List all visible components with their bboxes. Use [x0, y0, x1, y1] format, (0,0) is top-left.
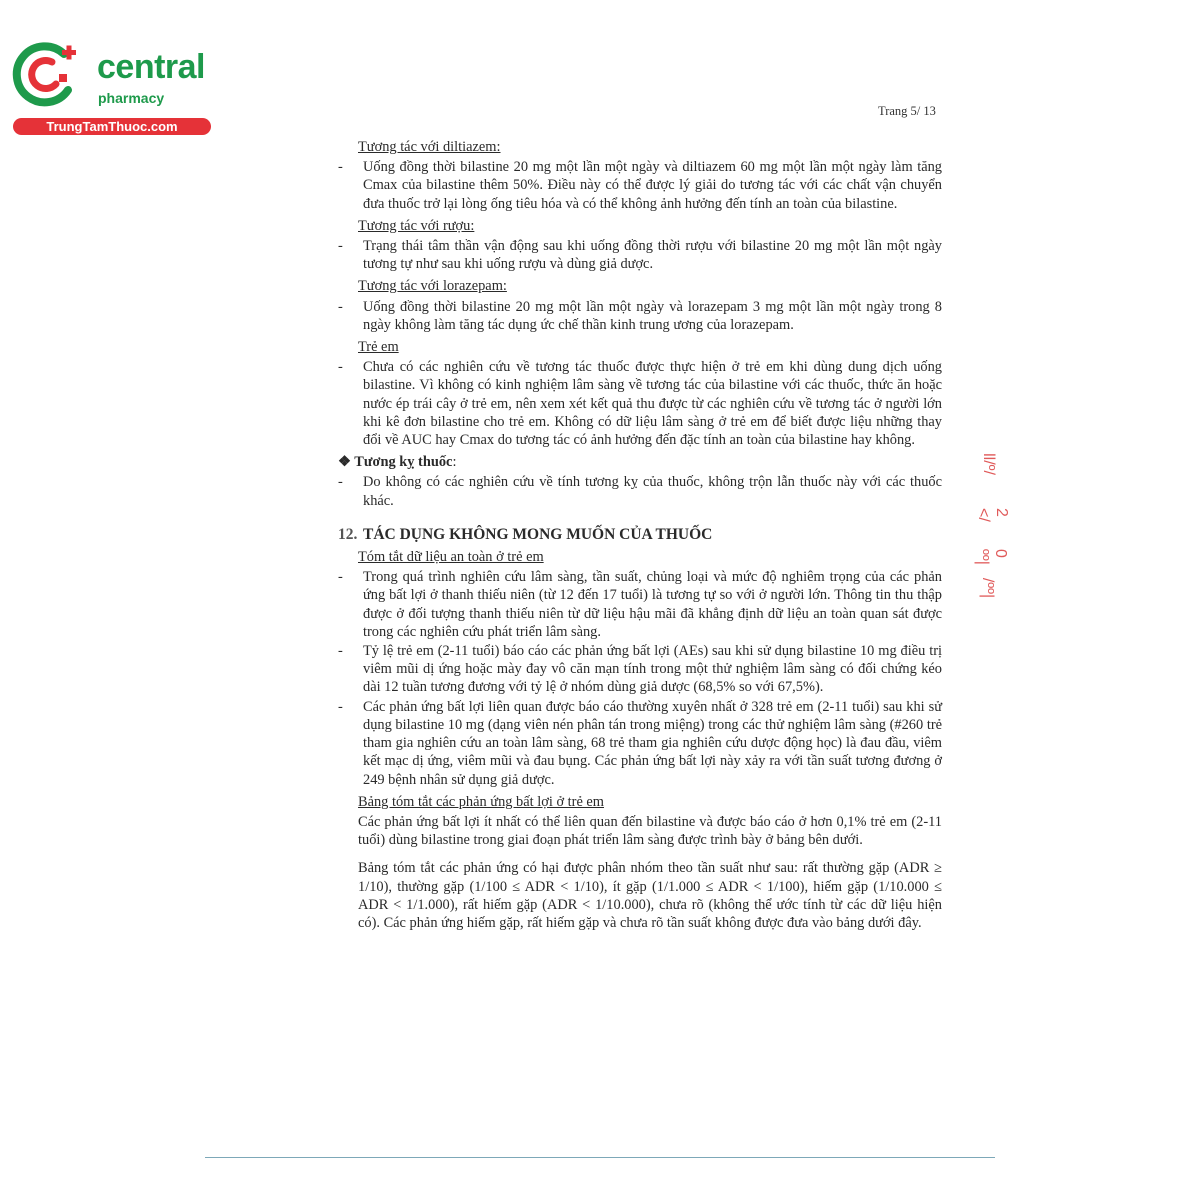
lorazepam-bullet	[338, 298, 942, 334]
safety-bullet	[338, 698, 942, 789]
central-pharmacy-logo-icon	[10, 38, 82, 110]
stamp-mark: /ºº|	[979, 577, 997, 599]
safety-bullet-text: Các phản ứng bất lợi liên quan được báo cáo thường xuyên nhất ở 328 trẻ em (2-11 tuổi) sau khi sử dụng bilastine 10 mg (dạng viên nén phân tán trong miệng) trong các thử nghiệm lâm sàng (#260 trẻ tham gia nghiên cứu an toàn lâm sàng, 68 trẻ tham gia nghiên cứu dược động học) là đau đầu, viêm kết mạc dị ứng, viêm mũi và đau bụng. Các phản ứng bất lợi này xảy ra với tần suất tương đương ở 249 bệnh nhân sử dụng giả dược.	[363, 698, 942, 788]
incompatibility-heading	[338, 453, 942, 471]
incompatibility-title: Tương kỵ thuốc	[354, 454, 453, 471]
page-number: Trang 5/ 13	[878, 104, 936, 118]
stamp-mark: 2 </	[975, 508, 1010, 522]
diltiazem-text: Uống đồng thời bilastine 20 mg một lần một ngày và diltiazem 60 mg một lần một ngày làm tăng Cmax của bilastine thêm 50%. Điều này có thể được lý giải do tương tác với các chất vận chuyển đưa thuốc trở lại lòng ống tiêu hóa và có thể không ảnh hưởng đến tính an toàn của bilastine.	[363, 159, 942, 212]
footer-divider	[205, 1157, 995, 1158]
bullet-dash: -	[338, 298, 343, 315]
adverse-paragraph-1: Các phản ứng bất lợi ít nhất có thể liên quan đến bilastine và được báo cáo ở hơn 0,1% trẻ em (2-11 tuổi) dùng bilastine trong giai đoạn phát triển lâm sàng được trình bày ở bảng bên dưới.	[358, 813, 942, 849]
incompatibility-text: Do không có các nghiên cứu về tính tương kỵ của thuốc, không trộn lẫn thuốc này với các thuốc khác.	[363, 474, 942, 509]
diltiazem-bullet	[338, 158, 942, 213]
brand-tagline: pharmacy	[98, 90, 165, 106]
bullet-dash: -	[338, 359, 343, 376]
safety-bullet	[338, 642, 942, 697]
brand-domain-badge[interactable]: TrungTamThuoc.com	[13, 118, 211, 135]
stamp-mark: 0 ºº|	[974, 549, 1009, 565]
safety-bullet-text: Tỷ lệ trẻ em (2-11 tuổi) báo cáo các phản ứng bất lợi (AEs) sau khi sử dụng bilastine 10 mg điều trị viêm mũi dị ứng hoặc mày đay vô căn mạn tính trong một thử nghiệm lâm sàng có đối chứng kéo dài 12 tuần tương đương với tỷ lệ ở nhóm dùng giả dược (68,5% so với 67,5%).	[363, 643, 942, 696]
diltiazem-subheading: Tương tác với diltiazem:	[358, 139, 501, 155]
children-text: Chưa có các nghiên cứu về tương tác thuốc được thực hiện ở trẻ em khi dùng dung dịch uống bilastine. Vì không có kinh nghiệm lâm sàng về tương tác của bilastine với các thuốc, thức ăn hoặc nước ép trái cây ở trẻ em, nên xem xét kết quả thu được từ các nghiên cứu về tương tác ở người lớn khi kê đơn bilastine cho trẻ em. Không có dữ liệu lâm sàng ở trẻ em để biết được liệu những thay đổi về AUC hay Cmax do tương tác có ảnh hưởng đến đặc tính an toàn của bilastine hay không.	[363, 359, 942, 449]
lorazepam-subheading: Tương tác với lorazepam:	[358, 278, 507, 295]
brand-logo[interactable]	[10, 38, 215, 138]
alcohol-subheading: Tương tác với rượu:	[358, 217, 475, 234]
section-number: 12.	[338, 525, 358, 543]
red-stamp-marks	[974, 445, 1010, 605]
adverse-paragraph-2: Bảng tóm tắt các phản ứng có hại được phân nhóm theo tần suất như sau: rất thường gặp (ADR ≥ 1/10), thường gặp (1/100 ≤ ADR < 1/10), ít gặp (1/1.000 ≤ ADR < 1/100), hiếm gặp (1/10.000 ≤ ADR < 1/1.000), rất hiếm gặp (ADR < 1/10.000), chưa rõ (không thể ước tính từ các dữ liệu hiện có). Các phản ứng hiếm gặp, rất hiếm gặp và chưa rõ tần suất không được đưa vào bảng dưới đây.	[358, 860, 942, 931]
section-title: TÁC DỤNG KHÔNG MONG MUỐN CỦA THUỐC	[363, 525, 713, 543]
bullet-dash: -	[338, 698, 343, 715]
adverse-table-subheading: Bảng tóm tắt các phản ứng bất lợi ở trẻ em	[358, 793, 605, 810]
incompatibility-bullet	[338, 473, 942, 509]
document-body	[338, 134, 942, 942]
lorazepam-text: Uống đồng thời bilastine 20 mg một lần một ngày và lorazepam 3 mg một lần một ngày trong 8 ngày không làm tăng tác dụng ức chế thần kinh trung ương của lorazepam.	[363, 298, 942, 333]
brand-name: central	[97, 48, 205, 86]
alcohol-text: Trạng thái tâm thần vận động sau khi uống đồng thời rượu với bilastine 20 mg một lần một ngày tương tự như sau khi uống rượu và dùng giả dược.	[363, 238, 942, 273]
incompatibility-colon: :	[452, 454, 457, 471]
bullet-dash: -	[338, 474, 343, 491]
bullet-dash: -	[338, 238, 343, 255]
bullet-dash: -	[338, 569, 343, 586]
alcohol-bullet	[338, 237, 942, 273]
pediatric-safety-subheading: Tóm tắt dữ liệu an toàn ở trẻ em	[358, 549, 544, 566]
bullet-dash: -	[338, 643, 343, 660]
bullet-dash: -	[338, 159, 343, 176]
section-12-heading	[338, 526, 942, 544]
safety-bullet-text: Trong quá trình nghiên cứu lâm sàng, tần suất, chủng loại và mức độ nghiêm trọng của các phản ứng bất lợi ở thanh thiếu niên (từ 12 đến 17 tuổi) là tương tự so với ở người lớn. Thông tin thu thập được ở đối tượng thanh thiếu niên từ dữ liệu hậu mãi đã khẳng định dữ liệu an toàn quan sát được trong các nghiên cứu phát triển lâm sàng.	[363, 569, 942, 640]
diamond-bullet-icon: ❖	[338, 454, 351, 471]
safety-bullet	[338, 568, 942, 641]
children-bullet	[338, 358, 942, 449]
children-subheading: Trẻ em	[358, 339, 399, 356]
stamp-mark: ll/º/	[979, 453, 997, 475]
